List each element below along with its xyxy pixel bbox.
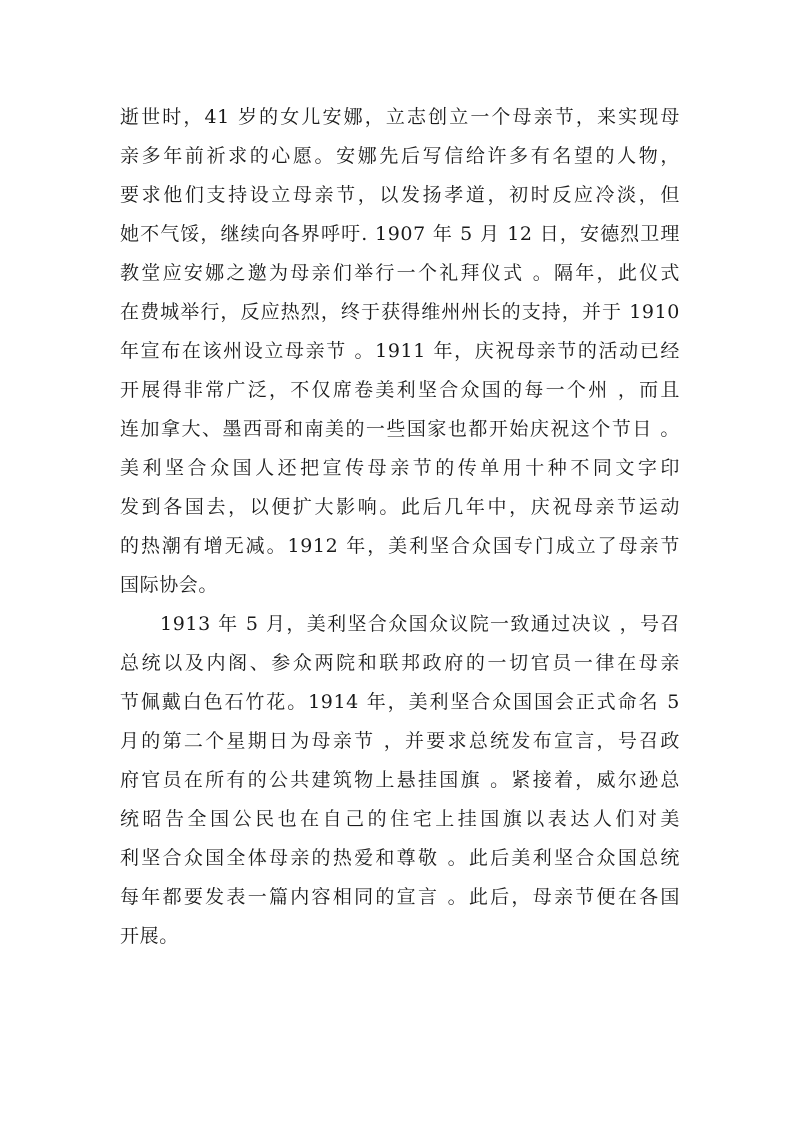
text-line: 连加拿大、墨西哥和南美的一些国家也都开始庆祝这个节日 。	[120, 418, 680, 440]
text-line: 发到各国去，以便扩大影响。此后几年中，庆祝母亲节运动	[120, 496, 680, 518]
text-line: 逝世时，41 岁的女儿安娜，立志创立一个母亲节，来实现母	[120, 106, 680, 128]
text-line: 亲多年前祈求的心愿。安娜先后写信给许多有名望的人物，	[120, 145, 680, 167]
text-line: 她不气馁，继续向各界呼吁. 1907 年 5 月 12 日，安德烈卫理	[120, 223, 680, 245]
text-line: 美利坚合众国人还把宣传母亲节的传单用十种不同文字印	[120, 457, 680, 479]
text-line: 开展得非常广泛，不仅席卷美利坚合众国的每一个州 ，而且	[120, 379, 680, 401]
body-text	[120, 98, 680, 956]
text-line: 国际协会。	[120, 574, 219, 596]
text-line: 1913 年 5 月，美利坚合众国众议院一致通过决议 ，号召	[160, 613, 680, 635]
text-line: 节佩戴白色石竹花。1914 年，美利坚合众国国会正式命名 5	[120, 691, 680, 713]
text-line: 府官员在所有的公共建筑物上悬挂国旗 。紧接着，威尔逊总	[120, 769, 680, 791]
text-line: 月的第二个星期日为母亲节 ，并要求总统发布宣言，号召政	[120, 730, 680, 752]
text-line: 的热潮有增无减。1912 年，美利坚合众国专门成立了母亲节	[120, 535, 680, 557]
text-line: 每年都要发表一篇内容相同的宣言 。此后，母亲节便在各国	[120, 886, 680, 908]
text-line: 年宣布在该州设立母亲节 。1911 年，庆祝母亲节的活动已经	[120, 340, 680, 362]
text-line: 开展。	[120, 925, 179, 947]
text-line: 总统以及内阁、参众两院和联邦政府的一切官员一律在母亲	[120, 652, 680, 674]
text-line: 教堂应安娜之邀为母亲们举行一个礼拜仪式 。隔年，此仪式	[120, 262, 680, 284]
text-line: 统昭告全国公民也在自己的住宅上挂国旗以表达人们对美	[120, 808, 680, 830]
text-line: 利坚合众国全体母亲的热爱和尊敬 。此后美利坚合众国总统	[120, 847, 680, 869]
text-line: 要求他们支持设立母亲节，以发扬孝道，初时反应冷淡，但	[120, 184, 680, 206]
text-line: 在费城举行，反应热烈，终于获得维州州长的支持，并于 1910	[120, 301, 680, 323]
